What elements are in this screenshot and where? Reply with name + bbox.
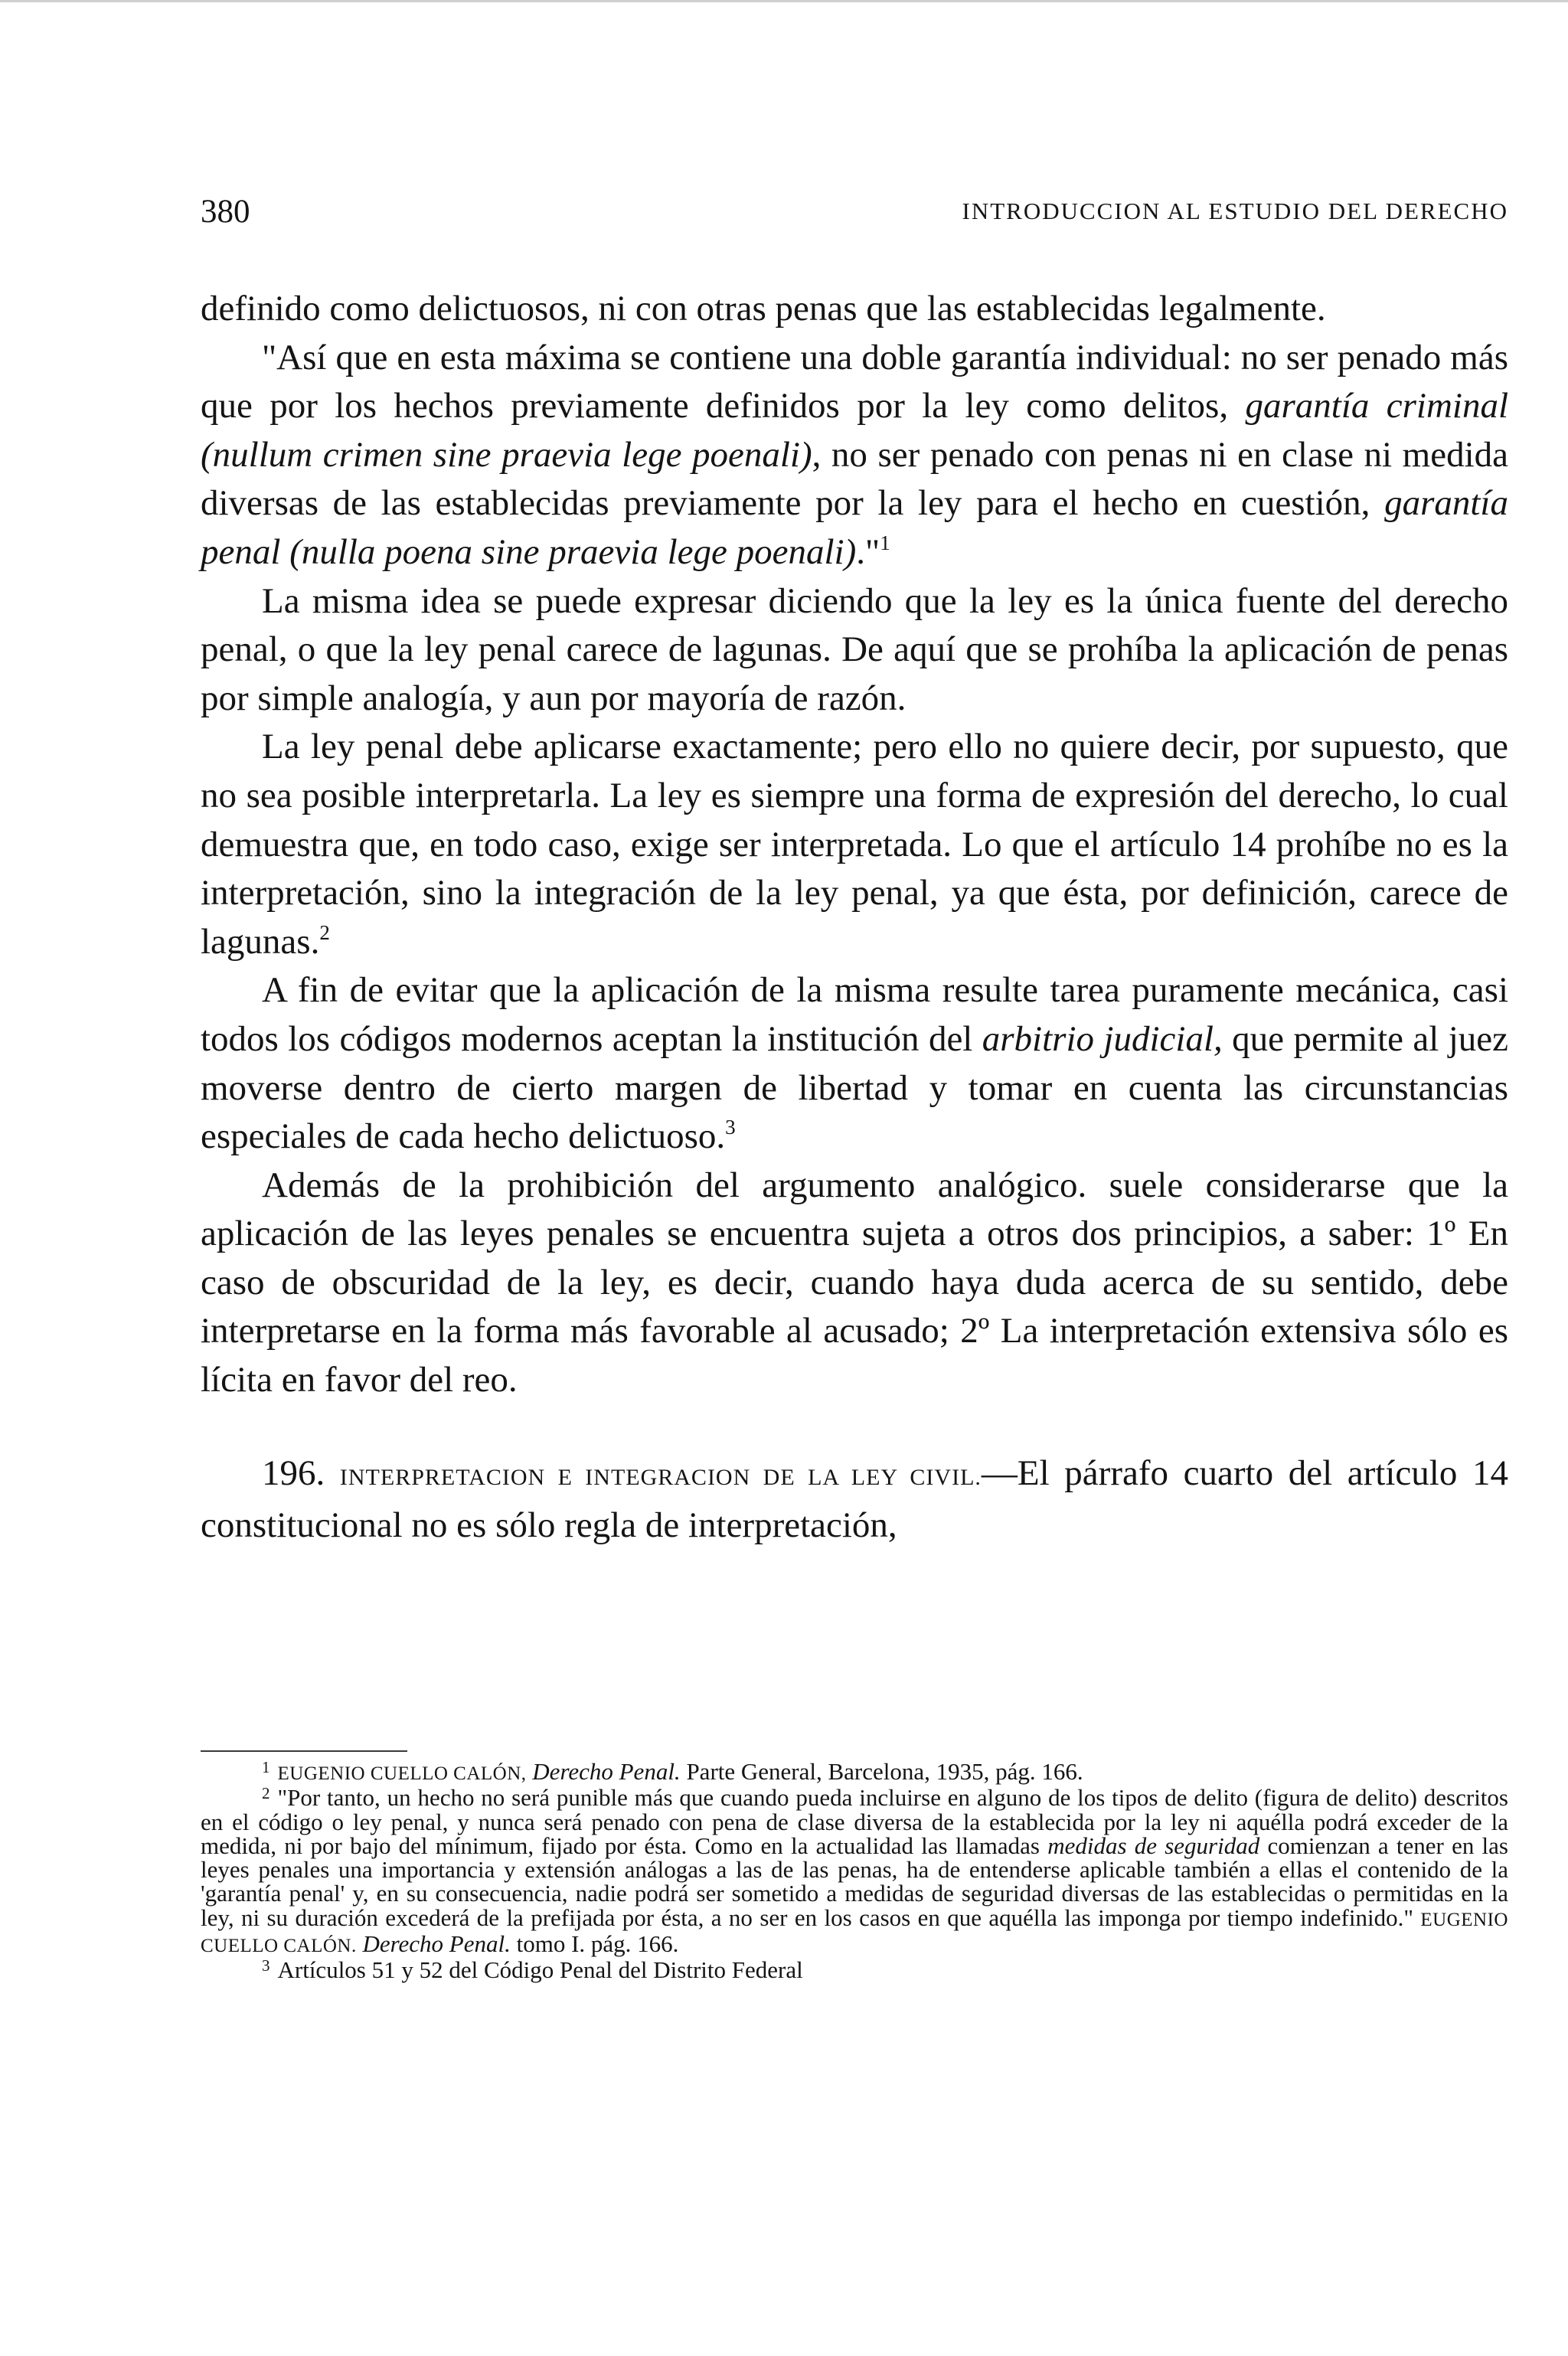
paragraph-text: A fin de evitar que la aplicación de la misma resulte tarea puramente mecánica, casi todos los códigos modernos aceptan la institución del [201,970,1508,1059]
footnote-text: "Por tanto, un hecho no será punible más que cuando pueda incluirse en alguno de los tipos de delito (figura de delito) descritos en el código o ley penal, y nunca será penado con pena de clase diversa de la establecida por la ley ni aquélla podrá exceder de la medida, ni por bajo del mínimum, fijado por ésta. Como en la actualidad las llamadas [201,1784,1508,1859]
footnote-ref: 2 [319,920,330,944]
paragraph-text: que permite al juez moverse dentro de cierto margen de libertad y tomar en cuenta las circunstancias especiales de cada hecho delictuoso. [201,1018,1508,1157]
paragraph-text: La ley penal debe aplicarse exactamente; pero ello no quiere decir, por supuesto, que no sea posible interpretarla. La ley es siempre una forma de expresión del derecho, lo cual demuestra que, en todo caso, exige ser interpretada. Lo que el artículo 14 prohíbe no es la interpretación, sino la integración de la ley penal, ya que ésta, por definición, carece de lagunas. [201,727,1508,962]
footnote-author: EUGENIO CUELLO CALÓN, [277,1763,527,1784]
footnote-ref: 3 [725,1116,736,1139]
footnote-italic-term: medidas de seguridad [1047,1832,1260,1859]
footnote-separator [201,1750,407,1752]
section-number: 196. [262,1452,325,1493]
footnote-text: comienzan a tener en las leyes penales una importancia y extensión análogas a las de las penas, ha de entenderse aplicable también a ellas el contenido de la 'garantía penal' y, en su consecuencia, nadie podrá ser sometido a medidas de seguridad diversas de las establecidas o permitidas en la ley, ni su duración excederá de la prefijada por ésta, a no ser en los casos en que aquélla las imponga por tiempo indefinido." [201,1832,1508,1931]
footnote-number: 2 [262,1784,270,1803]
footnote-1 [201,1760,1508,1786]
paragraph-text: "Así que en esta máxima se contiene una doble garantía individual: no ser penado más que por los hechos previamente definidos por la ley como delitos, [201,337,1508,426]
footnote-text: Artículos 51 y 52 del Código Penal del Distrito Federal [277,1956,803,1984]
paragraph [201,1162,1508,1405]
page-header [201,193,1508,239]
running-head: INTRODUCCION AL ESTUDIO DEL DERECHO [962,198,1508,224]
paragraph [201,577,1508,724]
italic-term-garantia-criminal: garantía criminal (nullum crimen sine praevia lege poenali) [201,386,1508,475]
footnote-2 [201,1786,1508,1958]
top-edge-rule [0,0,1568,2]
paragraph-continuation [201,285,1508,334]
footnote-number: 1 [262,1758,270,1776]
footnote-number: 3 [262,1956,270,1975]
footnote-title: Derecho Penal. [362,1930,511,1958]
footnote-ref: 1 [880,531,890,554]
main-text [201,285,1508,1551]
footnotes [201,1760,1508,1982]
paragraph-text: , no ser penado con penas ni en clase ni medida diversas de las establecidas previamente por la ley para el hecho en cuestión, [201,434,1508,524]
paragraph-quotation [201,334,1508,577]
footnote-text: tomo I. pág. 166. [510,1930,679,1958]
footnote-title: Derecho Penal. [532,1758,681,1785]
paragraph-text: Además de la prohibición del argumento analógico. suele considerarse que la aplicación de las leyes penales se encuentra sujeta a otros dos principios, a saber: 1º En caso de obscuridad de la ley, es decir, cuando haya duda acerca de su sentido, debe interpretarse en la forma más favorable al acusado; 2º La interpretación extensiva sólo es lícita en favor del reo. [201,1165,1508,1400]
italic-term-garantia-penal: garantía penal (nulla poena sine praevia lege poenali) [201,483,1508,572]
paragraph-text: La misma idea se puede expresar diciendo que la ley es la única fuente del derecho penal, o que la ley penal carece de lagunas. De aquí que se prohíba la aplicación de penas por simple analogía, y aun por mayoría de razón. [201,580,1508,718]
section-heading: INTERPRETACION E INTEGRACION DE LA LEY CIVIL. [339,1464,982,1490]
paragraph-text: ." [856,531,880,572]
italic-term-arbitrio-judicial: arbitrio judicial, [982,1018,1223,1059]
footnote-text: Parte General, Barcelona, 1935, pág. 166. [680,1758,1083,1785]
paragraph [201,723,1508,966]
footnote-3 [201,1958,1508,1982]
page-number: 380 [201,194,250,230]
footnote-author: EUGENIO CUELLO CALÓN. [201,1909,1508,1957]
paragraph [201,966,1508,1161]
section-paragraph [201,1449,1508,1551]
paragraph-text: definido como delictuosos, ni con otras penas que las establecidas legalmente. [201,289,1326,328]
paragraph-text: —El párrafo cuarto del artículo 14 constitucional no es sólo regla de interpretación, [201,1452,1508,1546]
